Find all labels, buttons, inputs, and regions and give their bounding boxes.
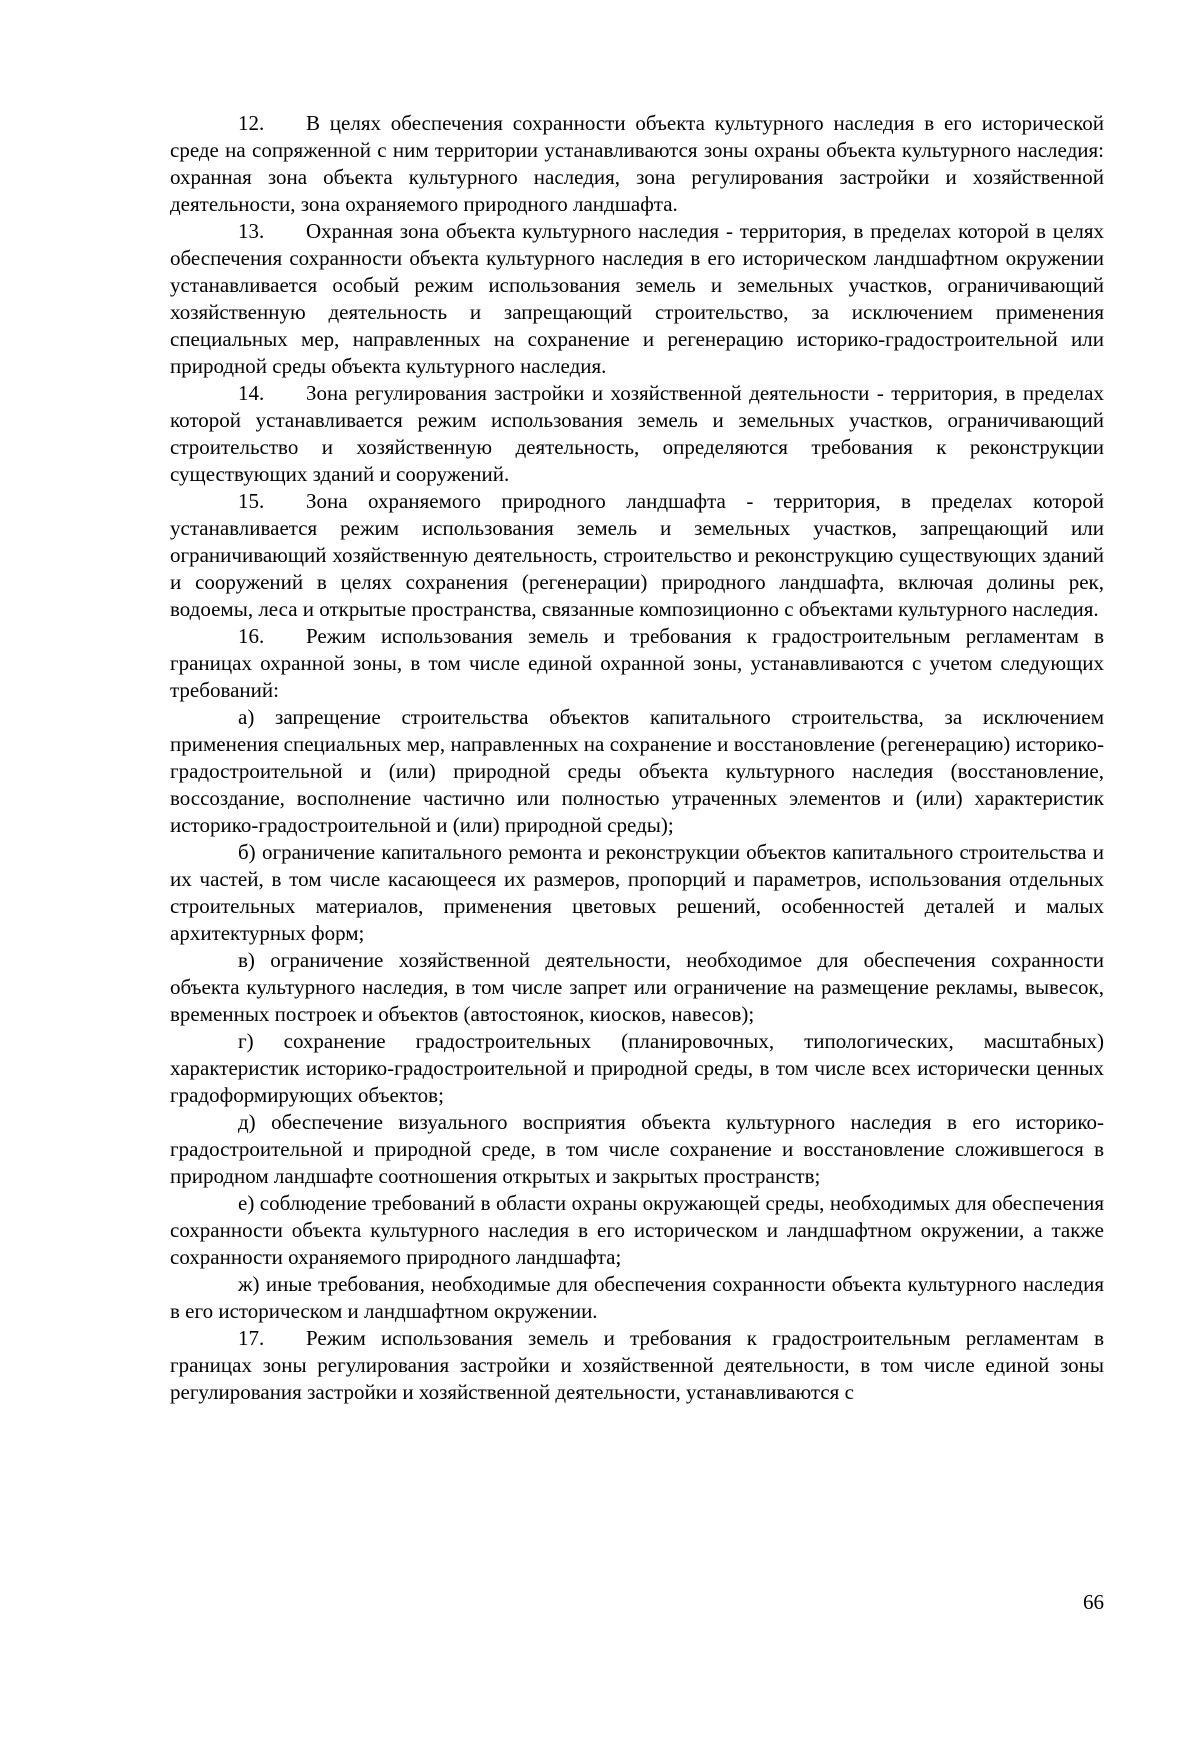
paragraph-13 bbox=[170, 218, 1104, 380]
page-number: 66 bbox=[1083, 1590, 1104, 1614]
paragraph-number: 17. bbox=[238, 1326, 265, 1350]
sub-item-text: б) ограничение капитального ремонта и реконструкции объектов капитального строительства и их частей, в том числе касающееся их размеров, пропорций и параметров, использования отдельных строительных материалов, применения цветовых решений, особенностей деталей и малых архитектурных форм; bbox=[170, 840, 1104, 945]
paragraph-12 bbox=[170, 110, 1104, 218]
sub-item-a bbox=[170, 704, 1104, 839]
document-page bbox=[170, 110, 1104, 1406]
paragraph-text: В целях обеспечения сохранности объекта культурного наследия в его исторической среде на сопряженной с ним территории устанавливаются зоны охраны объекта культурного наследия: охранная зона объекта культурного наследия, зона регулирования застройки и хозяйственной деятельности, зона охраняемого природного ландшафта. bbox=[170, 111, 1104, 216]
sub-item-d bbox=[170, 1109, 1104, 1190]
paragraph-15 bbox=[170, 488, 1104, 623]
paragraph-text: Охранная зона объекта культурного наследия - территория, в пределах которой в целях обеспечения сохранности объекта культурного наследия в его историческом ландшафтном окружении устанавливается особый режим использования земель и земельных участков, ограничивающий хозяйственную деятельность и запрещающий строительство, за исключением применения специальных мер, направленных на сохранение и регенерацию историко-градостроительной или природной среды объекта культурного наследия. bbox=[170, 219, 1104, 378]
sub-item-g bbox=[170, 1028, 1104, 1109]
paragraph-text: Зона регулирования застройки и хозяйственной деятельности - территория, в пределах которой устанавливается режим использования земель и земельных участков, ограничивающий строительство и хозяйственную деятельность, определяются требования к реконструкции существующих зданий и сооружений. bbox=[170, 381, 1104, 486]
paragraph-16 bbox=[170, 623, 1104, 704]
sub-item-v bbox=[170, 947, 1104, 1028]
paragraph-number: 13. bbox=[238, 219, 265, 243]
paragraph-text: Режим использования земель и требования к градостроительным регламентам в границах зоны регулирования застройки и хозяйственной деятельности, в том числе единой зоны регулирования застройки и хозяйственной деятельности, устанавливаются с bbox=[170, 1326, 1104, 1404]
paragraph-text: Зона охраняемого природного ландшафта - территория, в пределах которой устанавливается режим использования земель и земельных участков, запрещающий или ограничивающий хозяйственную деятельность, строительство и реконструкцию существующих зданий и сооружений в целях сохранения (регенерации) природного ландшафта, включая долины рек, водоемы, леса и открытые пространства, связанные композиционно с объектами культурного наследия. bbox=[170, 489, 1104, 621]
paragraph-14 bbox=[170, 380, 1104, 488]
sub-item-text: в) ограничение хозяйственной деятельности, необходимое для обеспечения сохранности объекта культурного наследия, в том числе запрет или ограничение на размещение рекламы, вывесок, временных построек и объектов (автостоянок, киосков, навесов); bbox=[170, 948, 1104, 1026]
sub-item-text: е) соблюдение требований в области охраны окружающей среды, необходимых для обеспечения сохранности объекта культурного наследия в его историческом и ландшафтном окружении, а также сохранности охраняемого природного ландшафта; bbox=[170, 1191, 1104, 1269]
paragraph-text: Режим использования земель и требования к градостроительным регламентам в границах охранной зоны, в том числе единой охранной зоны, устанавливаются с учетом следующих требований: bbox=[170, 624, 1104, 702]
sub-item-text: а) запрещение строительства объектов капитального строительства, за исключением применения специальных мер, направленных на сохранение и восстановление (регенерацию) историко-градостроительной и (или) природной среды объекта культурного наследия (восстановление, воссоздание, восполнение частично или полностью утраченных элементов и (или) характеристик историко-градостроительной и (или) природной среды); bbox=[170, 705, 1104, 837]
paragraph-number: 14. bbox=[238, 381, 265, 405]
paragraph-number: 15. bbox=[238, 489, 265, 513]
paragraph-number: 12. bbox=[238, 111, 265, 135]
sub-item-e bbox=[170, 1190, 1104, 1271]
sub-item-text: ж) иные требования, необходимые для обеспечения сохранности объекта культурного наследия в его историческом и ландшафтном окружении. bbox=[170, 1272, 1104, 1323]
sub-item-text: д) обеспечение визуального восприятия объекта культурного наследия в его историко-градостроительной и природной среде, в том числе сохранение и восстановление сложившегося в природном ландшафте соотношения открытых и закрытых пространств; bbox=[170, 1110, 1104, 1188]
sub-item-text: г) сохранение градостроительных (планировочных, типологических, масштабных) характеристик историко-градостроительной и природной среды, в том числе всех исторически ценных градоформирующих объектов; bbox=[170, 1029, 1104, 1107]
paragraph-17 bbox=[170, 1325, 1104, 1406]
sub-item-b bbox=[170, 839, 1104, 947]
paragraph-number: 16. bbox=[238, 624, 265, 648]
sub-item-zh bbox=[170, 1271, 1104, 1325]
